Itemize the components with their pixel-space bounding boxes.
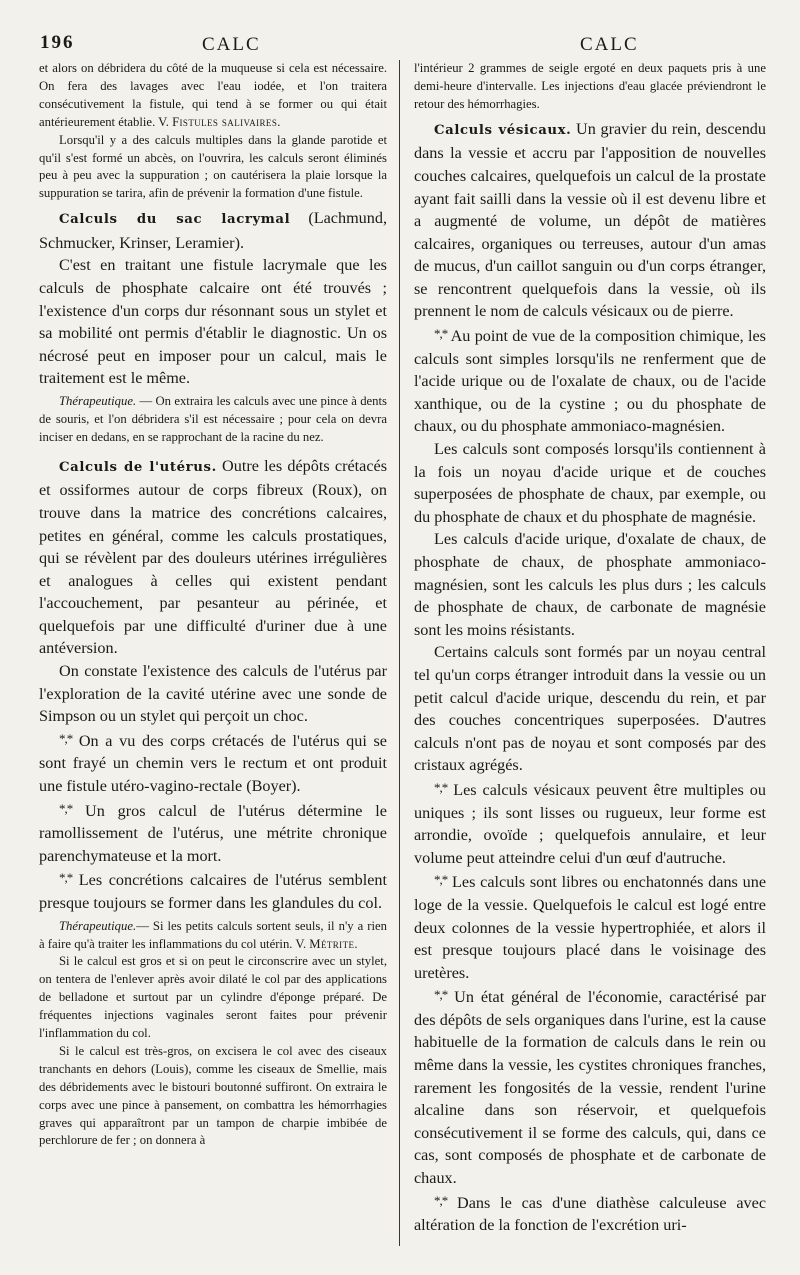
paragraph: *,* Dans le cas d'une diathèse calculeuse avec altération de la fonction de l'excrétion uri- (414, 1192, 766, 1235)
paragraph: Si le calcul est gros et si on peut le circonscrire avec un stylet, on tentera de l'enlever après avoir dilaté le col par des applications de belladone et surtout par un cylindre d'éponge préparé. De fréquentes injections vaginales seront faites pour prévenir l'inflammation du col. (39, 954, 387, 1041)
paragraph: *,* Les calculs sont libres ou enchatonnés dans une loge de la vessie. Quelquefois le calcul est logé entre deux colonnes de la vessie hypertrophiée, et alors il est presque toujours placé dans le voisinage des uretères. (414, 872, 766, 982)
page-number: 196 (40, 32, 75, 53)
paragraph: *,* Un gros calcul de l'utérus détermine le ramollissement de l'utérus, une métrite chronique parenchymateuse et la mort. (39, 800, 387, 865)
asterism: *,* (59, 800, 73, 816)
asterism: *,* (434, 779, 448, 795)
section-heading-uterus: Calculs de l'utérus. Outre les dépôts crétacés et ossiformes autour de corps fibreux (Roux), on trouve dans la matrice des concrétions calcaires, petites en général, comme les calculs prostatiques, qui se révèlent par des douleurs utérines irrégulières et analogues à celles qui existent pendant l'accouchement, par pesanteur au périnée, et quelquefois par une difficulté d'uriner due à une antéversion. (39, 456, 387, 658)
asterism: *,* (434, 987, 448, 1003)
left-running-title: CALC (202, 34, 261, 55)
cross-reference: Métrite. (309, 936, 358, 951)
asterism: *,* (59, 870, 73, 886)
cross-reference: Fistules salivaires. (172, 114, 281, 129)
asterism: *,* (434, 1192, 448, 1208)
paragraph: C'est en traitant une fistule lacrymale que les calculs de phosphate calcaire ont été trouvés ; l'existence d'un corps dur résonnant sous un stylet et sa mobilité ont permis d'établir le diagnostic. Un os nécrosé peut en imposer pour un calcul, mais le traitement est le même. (39, 256, 387, 388)
paragraph: Les calculs d'acide urique, d'oxalate de chaux, de phosphate de chaux, de phosphate ammoniaco-magnésien, sont les calculs les plus durs ; les calculs de phosphate de chaux, de carbonate de magnésie sont les moins résistants. (414, 530, 766, 639)
paragraph: *,* On a vu des corps crétacés de l'utérus qui se sont frayé un chemin vers le rectum et ont produit une fistule utéro-vagino-rectale (Boyer). (39, 730, 387, 796)
left-column (39, 60, 387, 1150)
paragraph: *,* Un état général de l'économie, caractérisé par des dépôts de sels organiques dans l'urine, est la cause habituelle de la formation de calculs dans le rein ou même dans la vessie, les cystites chroniques franches, rarement les fongosités de la vessie, rendent l'urine alcaline dans son réservoir, et quelquefois consécutivement il se forme des calculs, qui, dans ce cas, sont composés de phosphate et de carbonate de chaux. (414, 987, 766, 1188)
paragraph: Lorsqu'il y a des calculs multiples dans la glande parotide et qu'il s'est formé un abcès, on l'ouvrira, les calculs seront éliminés peu à peu avec la suppuration ; on cautérisera la plaie lorsque la suppuration se tarira, afin de prévenir la formation d'une fistule. (39, 132, 387, 201)
paragraph: Les calculs sont composés lorsqu'ils contiennent à la fois un noyau d'acide urique et de couches superposées de phosphate de chaux, par exemple, ou du phosphate de chaux et du phosphate de magnésie. (414, 440, 766, 526)
therapeutics-paragraph: Thérapeutique.— Si les petits calculs sortent seuls, il n'y a rien à faire qu'à traiter les inflammations du col utérin. V. Métrite. (39, 918, 387, 951)
paragraph: et alors on débridera du côté de la muqueuse si cela est nécessaire. On fera des lavages avec l'eau iodée, et l'on traitera consécutivement la fistule, qui tend à se former ou qui était antérieurement établie. V. Fistules salivaires. (39, 61, 387, 129)
column-divider (399, 60, 400, 1246)
asterism: *,* (434, 872, 448, 888)
paragraph: *,* Les calculs vésicaux peuvent être multiples ou uniques ; ils sont lisses ou rugueux, leur forme est arrondie, ovoïde ; quelquefois annulaire, et leur volume peut atteindre celui d'un œuf d'autruche. (414, 779, 766, 867)
asterism: *,* (434, 326, 448, 342)
therapeutics-paragraph: Thérapeutique. — On extraira les calculs avec une pince à dents de souris, et l'on débridera s'il est nécessaire ; pour cela on devra inciser en dedans, en se rapprochant de la racine du nez. (39, 394, 387, 444)
paragraph: On constate l'existence des calculs de l'utérus par l'exploration de la cavité utérine avec une sonde de Simpson ou un stylet qui perçoit un choc. (39, 662, 387, 726)
paragraph: Certains calculs sont formés par un noyau central tel qu'un corps étranger introduit dans la vessie ou un petit calcul d'acide urique, descendu du rein, et par des couches concentriques superposées. D'autres calculs n'ont pas de noyau et sont composés par des cristaux agrégés. (414, 643, 766, 775)
running-header (0, 26, 800, 60)
right-column (414, 60, 766, 1237)
paragraph: l'intérieur 2 grammes de seigle ergoté en deux paquets pris à une demi-heure d'intervalle. Les injections d'eau glacée préviendront le retour des hémorrhagies. (414, 61, 766, 111)
section-heading-lacrymal: Calculs du sac lacrymal (Lachmund, Schmucker, Krinser, Leramier). (39, 209, 387, 252)
paragraph: *,* Au point de vue de la composition chimique, les calculs sont simples lorsqu'ils ne renferment que de l'acide urique ou de l'oxalate de chaux, ou de l'acide xanthique, ou de la cystine ; ou du phosphate de chaux, ou du phosphate ammoniaco-magnésien. (414, 326, 766, 436)
right-running-title: CALC (580, 34, 639, 55)
asterism: *,* (59, 730, 73, 746)
section-heading-vesicaux: Calculs vésicaux. Un gravier du rein, descendu dans la vessie et accru par l'apposition de nouvelles couches calcaires, quelquefois un calcul de la prostate ayant fait sailli dans la vessie où il est devenu libre et a augmenté de volume, un dépôt de matières calcaires, organiques ou terreuses, autour d'un amas de mucus, d'un caillot sanguin ou d'un corps étranger, se rencontrent quelquefois dans la vessie, où ils prennent le nom de calculs vésicaux ou de pierre. (414, 119, 766, 321)
paragraph: *,* Les concrétions calcaires de l'utérus semblent presque toujours se former dans les glandules du col. (39, 870, 387, 912)
paragraph: Si le calcul est très-gros, on excisera le col avec des ciseaux tranchants en dehors (Louis), comme les ciseaux de Smellie, mais des débridements avec le bistouri boutonné suffiront. On extraira le corps avec une pince à pansement, on combattra les hémorrhagies graves qui apparaîtront par un tampon de charpie imbibée de perchlorure de fer ; on donnera à (39, 1043, 387, 1148)
